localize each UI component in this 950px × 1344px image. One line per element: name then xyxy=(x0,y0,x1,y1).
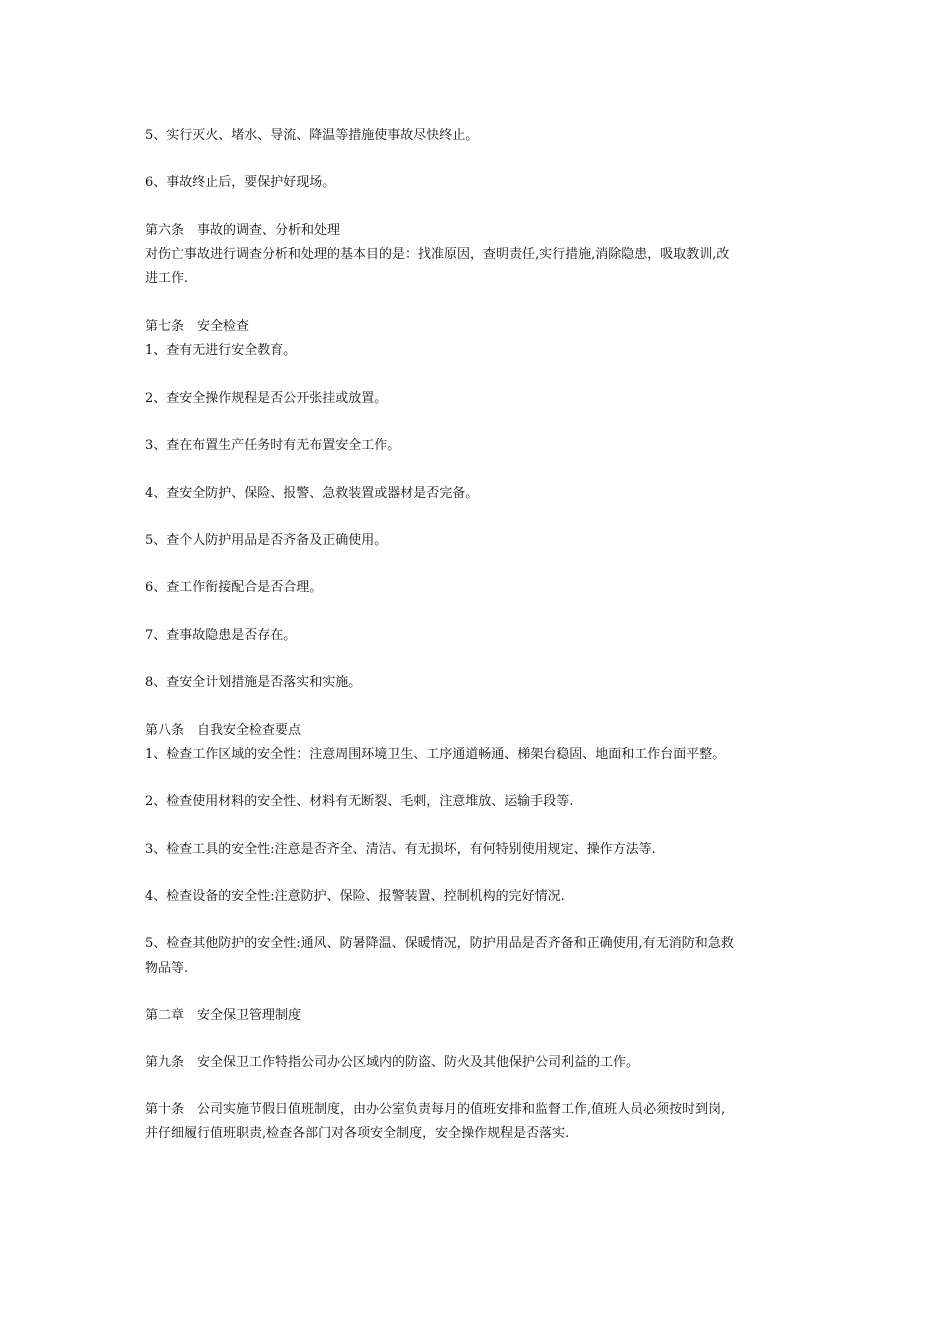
section-heading: 第八条 自我安全检查要点 xyxy=(145,723,302,738)
article-paragraph: 第十条 公司实施节假日值班制度，由办公室负责每月的值班安排和监督工作,值班人员必须按时到岗, xyxy=(145,1102,726,1117)
list-item: 5、检查其他防护的安全性:通风、防暑降温、保暖情况，防护用品是否齐备和正确使用,有无消防和急救 xyxy=(145,936,734,951)
list-item: 4、查安全防护、保险、报警、急救装置或器材是否完备。 xyxy=(145,486,479,501)
list-item: 8、查安全计划措施是否落实和实施。 xyxy=(145,675,362,690)
list-item: 4、检查设备的安全性:注意防护、保险、报警装置、控制机构的完好情况. xyxy=(145,889,565,904)
article-paragraph: 并仔细履行值班职责,检查各部门对各项安全制度，安全操作规程是否落实. xyxy=(145,1126,570,1141)
list-item: 1、查有无进行安全教育。 xyxy=(145,343,297,358)
list-item: 物品等. xyxy=(145,961,189,976)
list-item: 6、查工作衔接配合是否合理。 xyxy=(145,580,323,595)
list-item: 1、检查工作区域的安全性：注意周围环境卫生、工序通道畅通、梯架台稳固、地面和工作台面平整。 xyxy=(145,747,726,762)
section-heading: 第七条 安全检查 xyxy=(145,319,250,334)
text-line: 6、事故终止后，要保护好现场。 xyxy=(145,175,336,190)
article-paragraph: 第九条 安全保卫工作特指公司办公区域内的防盗、防火及其他保护公司利益的工作。 xyxy=(145,1055,640,1070)
section-heading: 第六条 事故的调查、分析和处理 xyxy=(145,223,341,238)
list-item: 2、查安全操作规程是否公开张挂或放置。 xyxy=(145,391,388,406)
text-line: 对伤亡事故进行调查分析和处理的基本目的是：找准原因，查明责任,实行措施,消除隐患，吸取教训,改 xyxy=(145,247,730,262)
list-item: 5、查个人防护用品是否齐备及正确使用。 xyxy=(145,533,388,548)
list-item: 2、检查使用材料的安全性、材料有无断裂、毛刺，注意堆放、运输手段等. xyxy=(145,794,574,809)
list-item: 3、检查工具的安全性:注意是否齐全、清洁、有无损坏，有何特别使用规定、操作方法等. xyxy=(145,842,656,857)
chapter-heading: 第二章 安全保卫管理制度 xyxy=(145,1008,302,1023)
list-item: 3、查在布置生产任务时有无布置安全工作。 xyxy=(145,438,401,453)
text-line: 5、实行灭火、堵水、导流、降温等措施使事故尽快终止。 xyxy=(145,128,479,143)
text-line: 进工作. xyxy=(145,271,189,286)
list-item: 7、查事故隐患是否存在。 xyxy=(145,628,297,643)
